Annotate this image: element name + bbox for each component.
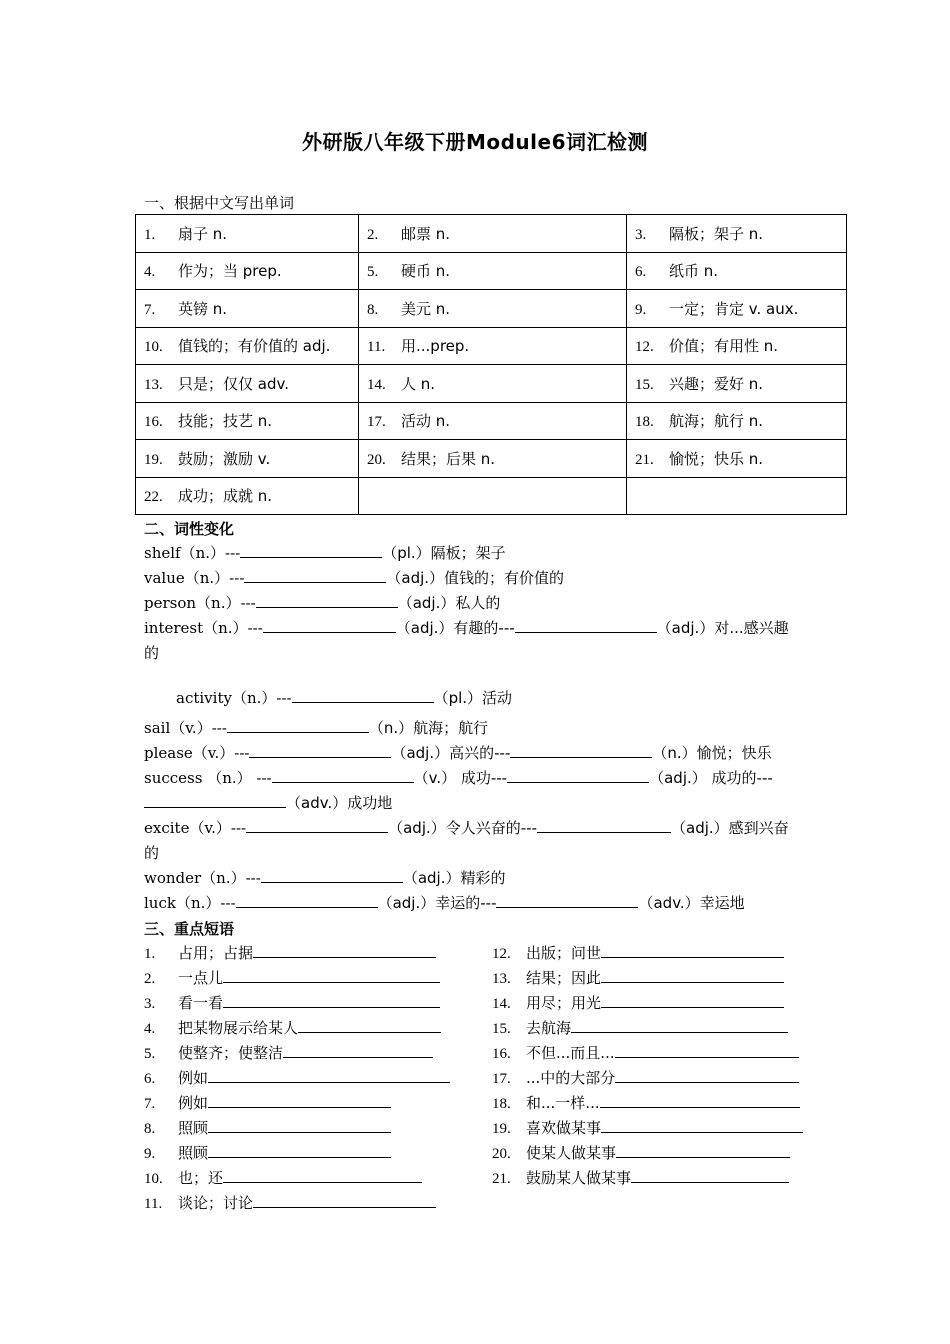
vocab-number: 11.	[367, 339, 386, 356]
answer-blank[interactable]	[515, 618, 657, 633]
word-form-line: excite（v.）--- （adj.）令人兴奋的--- （adj.）感到兴奋	[144, 819, 789, 837]
vocab-prompt: 用...prep.	[401, 337, 470, 356]
word-form-line: person（n.）--- （adj.）私人的	[144, 594, 501, 612]
vocab-number: 16.	[144, 414, 163, 431]
vocab-cell[interactable]	[627, 290, 847, 328]
phrase-number: 7.	[144, 1096, 156, 1112]
phrase-number: 15.	[492, 1021, 511, 1037]
vocab-cell[interactable]	[627, 402, 847, 440]
phrase-number: 12.	[492, 946, 511, 962]
vocab-prompt: 成功；成就 n.	[178, 487, 273, 506]
vocab-number: 9.	[635, 301, 647, 318]
vocab-cell[interactable]	[627, 365, 847, 403]
vocab-cell[interactable]	[627, 252, 847, 290]
answer-blank[interactable]	[208, 1143, 391, 1158]
phrase-prompt: 例如	[178, 1094, 209, 1112]
phrase-prompt: 照顾	[178, 1119, 209, 1137]
answer-blank[interactable]	[253, 1193, 436, 1208]
phrase-item	[144, 1068, 450, 1089]
vocab-prompt: 航海；航行 n.	[669, 412, 764, 431]
vocab-row	[136, 440, 847, 478]
vocab-number: 3.	[635, 226, 647, 243]
answer-blank[interactable]	[144, 793, 286, 808]
vocab-prompt: 兴趣；爱好 n.	[669, 374, 764, 393]
answer-blank[interactable]	[600, 1093, 800, 1108]
phrase-prompt: 结果；因此	[526, 969, 602, 987]
vocab-number: 7.	[144, 301, 156, 318]
page-title: 外研版八年级下册Module6词汇检测	[301, 130, 649, 154]
vocab-row	[136, 365, 847, 403]
vocab-number: 13.	[144, 376, 163, 393]
vocab-cell[interactable]	[359, 365, 627, 403]
answer-blank[interactable]	[272, 768, 414, 783]
phrase-number: 16.	[492, 1046, 511, 1062]
word-form-line: success （n.） --- （v.） 成功--- （adj.） 成功的---	[144, 769, 773, 787]
vocab-number: 1.	[144, 226, 156, 243]
phrase-number: 13.	[492, 971, 511, 987]
answer-blank[interactable]	[510, 743, 652, 758]
section1-heading: 一、根据中文写出单词	[144, 194, 295, 212]
vocab-cell[interactable]	[359, 215, 627, 253]
phrase-prompt: 使某人做某事	[526, 1144, 617, 1162]
vocab-prompt: 硬币 n.	[401, 262, 451, 281]
vocab-number: 19.	[144, 451, 163, 468]
vocab-prompt: 愉悦；快乐 n.	[669, 449, 764, 468]
answer-blank[interactable]	[240, 543, 382, 558]
vocab-prompt: 隔板；架子 n.	[669, 224, 764, 243]
phrase-item	[144, 993, 440, 1014]
phrase-prompt: 喜欢做某事	[526, 1119, 602, 1137]
vocab-prompt: 只是；仅仅 adv.	[178, 374, 289, 393]
answer-blank[interactable]	[236, 893, 378, 908]
answer-blank[interactable]	[601, 993, 784, 1008]
phrase-number: 20.	[492, 1146, 511, 1162]
phrase-prompt: 也；还	[178, 1169, 224, 1187]
vocab-number: 20.	[367, 451, 386, 468]
vocab-number: 17.	[367, 414, 386, 431]
vocab-number: 8.	[367, 301, 379, 318]
phrase-prompt: 用尽；用光	[526, 994, 602, 1012]
phrase-prompt: 谈论；讨论	[178, 1194, 254, 1212]
vocab-number: 2.	[367, 226, 379, 243]
vocab-prompt: 值钱的；有价值的 adj.	[178, 337, 331, 356]
phrase-item	[144, 1118, 391, 1139]
phrase-number: 3.	[144, 996, 156, 1012]
vocab-row	[136, 290, 847, 328]
phrase-number: 11.	[144, 1196, 163, 1212]
answer-blank[interactable]	[208, 1093, 391, 1108]
answer-blank[interactable]	[631, 1168, 789, 1183]
phrase-item	[144, 1043, 433, 1064]
phrase-item	[492, 1143, 790, 1164]
phrase-prompt: 占用；占据	[178, 944, 254, 962]
vocab-prompt: 技能；技艺 n.	[178, 412, 273, 431]
phrase-prompt: 照顾	[178, 1144, 209, 1162]
vocab-cell[interactable]	[359, 402, 627, 440]
phrase-prompt: 把某物展示给某人	[178, 1019, 299, 1037]
answer-blank[interactable]	[507, 768, 649, 783]
vocab-cell[interactable]	[136, 290, 359, 328]
answer-blank[interactable]	[298, 1018, 441, 1033]
answer-blank[interactable]	[292, 688, 434, 703]
phrase-number: 9.	[144, 1146, 156, 1162]
vocab-number: 5.	[367, 264, 379, 281]
phrase-item	[144, 1168, 422, 1189]
vocab-prompt: 鼓励；激励 v.	[178, 449, 271, 468]
vocab-row	[136, 477, 847, 515]
answer-blank[interactable]	[246, 818, 388, 833]
answer-blank[interactable]	[249, 743, 391, 758]
answer-blank[interactable]	[227, 718, 369, 733]
vocab-cell[interactable]	[136, 440, 359, 478]
answer-blank[interactable]	[244, 568, 386, 583]
vocab-table	[135, 214, 847, 515]
vocab-prompt: 扇子 n.	[178, 224, 228, 243]
phrase-prompt: 去航海	[526, 1019, 572, 1037]
answer-blank[interactable]	[601, 943, 784, 958]
vocab-prompt: 美元 n.	[401, 299, 451, 318]
phrase-number: 10.	[144, 1171, 163, 1187]
phrase-prompt: 不但...而且...	[526, 1044, 615, 1062]
answer-blank[interactable]	[263, 618, 396, 633]
vocab-prompt: 一定；肯定 v. aux.	[669, 299, 799, 318]
answer-blank[interactable]	[256, 593, 398, 608]
vocab-number: 21.	[635, 451, 654, 468]
vocab-number: 15.	[635, 376, 654, 393]
phrase-number: 5.	[144, 1046, 156, 1062]
answer-blank[interactable]	[601, 1118, 803, 1133]
word-form-line: sail（v.）--- （n.）航海；航行	[144, 719, 489, 737]
vocab-prompt: 纸币 n.	[669, 262, 719, 281]
phrase-prompt: 和...一样...	[526, 1094, 600, 1112]
phrase-prompt: 看一看	[178, 994, 224, 1012]
phrase-item	[492, 943, 784, 964]
answer-blank[interactable]	[223, 993, 440, 1008]
phrase-number: 21.	[492, 1171, 511, 1187]
phrase-number: 18.	[492, 1096, 511, 1112]
word-form-line: shelf（n.）--- （pl.）隔板；架子	[144, 544, 506, 562]
vocab-cell[interactable]	[359, 327, 627, 365]
vocab-prompt: 价值；有用性 n.	[669, 337, 779, 356]
phrase-number: 8.	[144, 1121, 156, 1137]
vocab-number: 18.	[635, 414, 654, 431]
word-form-line: wonder（n.）--- （adj.）精彩的	[144, 869, 506, 887]
phrase-item	[492, 1118, 803, 1139]
answer-blank[interactable]	[616, 1143, 790, 1158]
word-form-line: （adv.）成功地	[144, 793, 392, 813]
answer-blank[interactable]	[223, 1168, 422, 1183]
word-form-line: luck（n.）--- （adj.）幸运的--- （adv.）幸运地	[144, 894, 745, 912]
phrase-number: 14.	[492, 996, 511, 1012]
answer-blank[interactable]	[571, 1018, 788, 1033]
phrase-number: 2.	[144, 971, 156, 987]
vocab-row	[136, 215, 847, 253]
answer-blank[interactable]	[208, 1068, 450, 1083]
vocab-cell[interactable]	[136, 365, 359, 403]
phrase-item	[492, 1168, 789, 1189]
section3-heading: 三、重点短语	[144, 920, 235, 938]
phrase-prompt: 出版；问世	[526, 944, 602, 962]
phrase-prompt: 一点儿	[178, 969, 224, 987]
word-form-line: value（n.）--- （adj.）值钱的；有价值的	[144, 569, 565, 587]
vocab-prompt: 结果；后果 n.	[401, 449, 496, 468]
phrase-number: 17.	[492, 1071, 511, 1087]
vocab-row	[136, 402, 847, 440]
phrase-item	[492, 968, 784, 989]
vocab-number: 12.	[635, 339, 654, 356]
answer-blank[interactable]	[615, 1068, 799, 1083]
phrase-prompt: ...中的大部分	[526, 1069, 616, 1087]
phrase-item	[492, 1043, 799, 1064]
vocab-prompt: 英镑 n.	[178, 299, 228, 318]
answer-blank[interactable]	[261, 868, 403, 883]
vocab-number: 4.	[144, 264, 156, 281]
vocab-cell[interactable]	[136, 252, 359, 290]
phrase-prompt: 例如	[178, 1069, 209, 1087]
phrase-item	[492, 1093, 800, 1114]
vocab-number: 6.	[635, 264, 647, 281]
vocab-prompt: 活动 n.	[401, 412, 451, 431]
vocab-cell[interactable]	[359, 252, 627, 290]
phrase-item	[492, 1018, 788, 1039]
vocab-cell[interactable]	[627, 215, 847, 253]
vocab-number: 22.	[144, 489, 163, 506]
phrase-number: 6.	[144, 1071, 156, 1087]
section2-heading: 二、词性变化	[144, 520, 235, 538]
vocab-prompt: 邮票 n.	[401, 224, 451, 243]
word-form-continuation: 的	[144, 844, 160, 862]
vocab-cell[interactable]	[359, 440, 627, 478]
answer-blank[interactable]	[223, 968, 440, 983]
phrase-number: 19.	[492, 1121, 511, 1137]
vocab-number: 14.	[367, 376, 386, 393]
word-form-line: activity（n.）--- （pl.）活动	[176, 689, 513, 707]
vocab-cell[interactable]	[627, 327, 847, 365]
vocab-row	[136, 327, 847, 365]
word-form-line: interest（n.）--- （adj.）有趣的--- （adj.）对...感兴趣	[144, 619, 789, 637]
phrase-item	[144, 1143, 391, 1164]
vocab-row	[136, 252, 847, 290]
vocab-cell[interactable]	[359, 290, 627, 328]
vocab-prompt: 人 n.	[401, 374, 436, 393]
vocab-cell[interactable]	[627, 440, 847, 478]
answer-blank[interactable]	[496, 893, 638, 908]
answer-blank[interactable]	[283, 1043, 433, 1058]
answer-blank[interactable]	[601, 968, 784, 983]
phrase-item	[144, 1093, 391, 1114]
answer-blank[interactable]	[208, 1118, 391, 1133]
word-form-continuation: 的	[144, 644, 160, 662]
phrase-item	[144, 1193, 436, 1214]
phrase-item	[492, 1068, 799, 1089]
phrase-number: 1.	[144, 946, 156, 962]
vocab-prompt: 作为；当 prep.	[178, 262, 282, 281]
vocab-cell[interactable]	[359, 477, 627, 515]
phrase-item	[144, 968, 440, 989]
phrase-item	[144, 943, 436, 964]
vocab-number: 10.	[144, 339, 163, 356]
vocab-cell[interactable]	[136, 402, 359, 440]
phrase-item	[492, 993, 784, 1014]
vocab-cell[interactable]	[627, 477, 847, 515]
answer-blank[interactable]	[537, 818, 671, 833]
vocab-cell[interactable]	[136, 327, 359, 365]
phrase-number: 4.	[144, 1021, 156, 1037]
vocab-cell[interactable]	[136, 215, 359, 253]
word-form-line: please（v.）--- （adj.）高兴的--- （n.）愉悦；快乐	[144, 744, 772, 762]
phrase-prompt: 鼓励某人做某事	[526, 1169, 632, 1187]
answer-blank[interactable]	[615, 1043, 799, 1058]
vocab-cell[interactable]	[136, 477, 359, 515]
phrase-prompt: 使整齐；使整洁	[178, 1044, 284, 1062]
answer-blank[interactable]	[253, 943, 436, 958]
phrase-item	[144, 1018, 441, 1039]
